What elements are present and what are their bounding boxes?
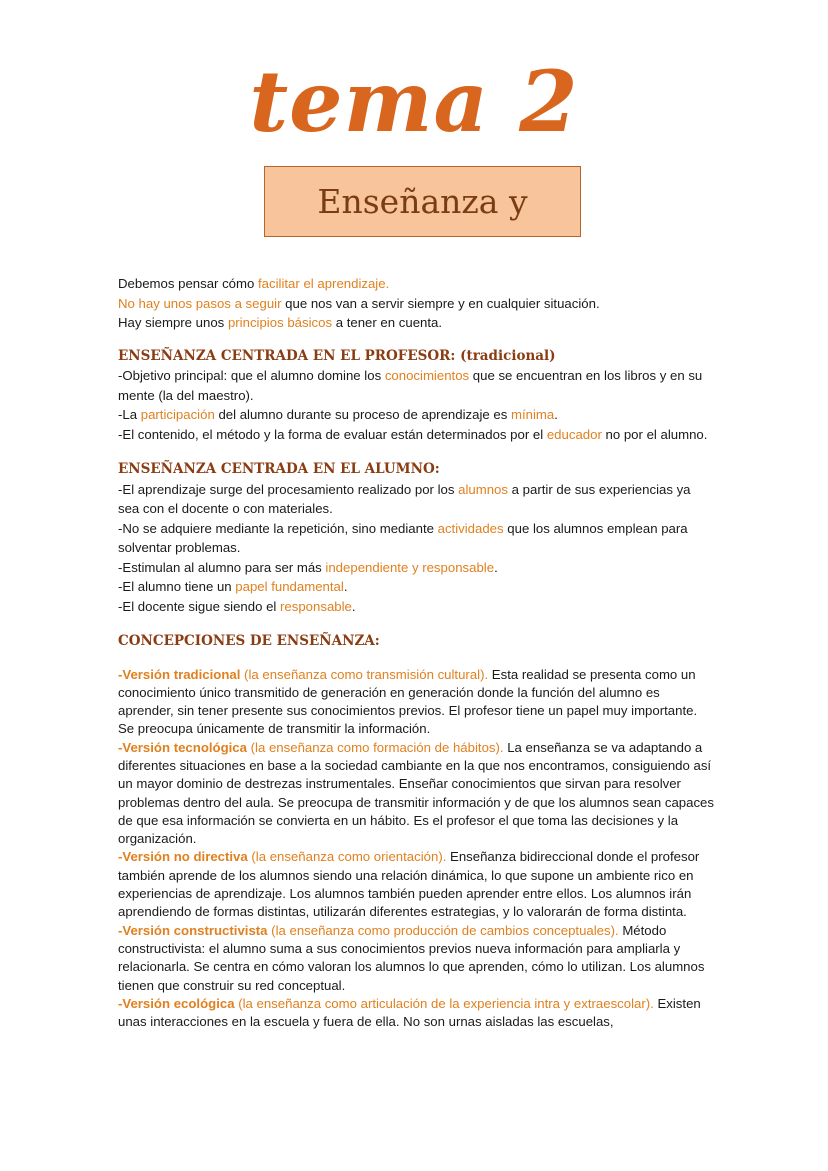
intro-line: [118, 294, 714, 314]
text: Debemos pensar cómo: [118, 276, 259, 291]
highlight: responsable: [280, 598, 352, 614]
text: -El alumno tiene un: [118, 579, 236, 594]
concepcion-desc: (la enseñanza como formación de hábitos).: [246, 739, 504, 755]
text: del alumno durante su proceso de aprendizaje es: [214, 407, 511, 422]
bullet: [118, 577, 714, 597]
concepcion-item: [118, 848, 714, 921]
highlight: actividades: [437, 520, 504, 536]
section-alumno: [118, 460, 714, 616]
concepcion-desc: (la enseñanza como transmisión cultural).: [240, 666, 489, 682]
page-title: tema 2: [249, 52, 579, 151]
highlight: educador: [546, 426, 602, 442]
highlight: alumnos: [458, 481, 508, 497]
highlight: papel fundamental: [235, 579, 344, 594]
text: a tener en cuenta.: [332, 315, 443, 330]
text: a partir de sus experiencias ya sea con el docente o con materiales.: [118, 481, 691, 516]
document-body: [118, 274, 714, 1031]
intro-line: [118, 274, 714, 294]
concepcion-name: -Versión tecnológica: [118, 739, 247, 755]
concepcion-name: -Versión tradicional: [118, 666, 241, 682]
bullet: [118, 480, 714, 519]
concepcion-text: Enseñanza bidireccional donde el profesor también aprende de los alumnos siendo una relación dinámica, lo que supone un ambiente rico en experiencias de aprendizaje. Los alumnos también pueden aprender entre ellos. Los alumnos irán aprendiendo de formas distintas, utilizarán diferentes estrategias, y lo valorarán de forma distinta.: [118, 849, 700, 920]
concepcion-desc: (la enseñanza como orientación).: [247, 849, 447, 865]
subtitle-box: [264, 166, 581, 237]
text: Hay siempre unos: [118, 315, 228, 330]
concepcion-text: La enseñanza se va adaptando a diferentes situaciones en base a la sociedad cambiante en la que nos encontramos, consiguiendo así un mayor dominio de destrezas instrumentales. Enseñar conocimientos que sirvan para resolver problemas dentro del aula. Se preocupa de transmitir información y de que los alumnos sean capaces de que esa información se convierta en un hábito. Es el profesor el que toma las decisiones y la organización.: [118, 739, 714, 847]
text: -No se adquiere mediante la repetición, sino mediante: [118, 520, 438, 536]
highlight: principios básicos: [227, 315, 333, 330]
concepcion-name: -Versión no directiva: [118, 849, 248, 865]
text: que se encuentran en los libros y en su mente (la del maestro).: [118, 368, 703, 403]
text: no por el alumno.: [601, 426, 708, 442]
concepcion-text: Método constructivista: el alumno suma a sus conocimientos previos nueva información para ampliarla y relacionarla. Se centra en cómo valoran los alumnos lo que aprenden, cómo lo utilizan. Los alumnos tienen que construir su red conceptual.: [118, 922, 705, 993]
concepcion-text: Esta realidad se presenta como un conocimiento único transmitido de generación en generación donde la función del alumno es aprender, sin tener presente sus conocimientos previos. El profesor tiene un papel muy importante. Se preocupa únicamente de transmitir la información.: [118, 666, 698, 737]
text: -El docente sigue siendo el: [118, 598, 281, 614]
text: .: [351, 598, 356, 614]
text: -Objetivo principal: que el alumno domine los: [118, 368, 385, 383]
concepcion-item: [118, 922, 714, 995]
concepcion-item: [118, 739, 714, 849]
highlight: participación: [140, 407, 215, 422]
section-concepciones: [118, 632, 714, 1031]
text: -El contenido, el método y la forma de evaluar están determinados por el: [118, 426, 547, 442]
highlight: conocimientos: [384, 368, 470, 383]
bullet: [118, 405, 714, 425]
concepcion-item: [118, 995, 714, 1032]
concepcion-desc: (la enseñanza como producción de cambios conceptuales).: [267, 922, 619, 938]
text: .: [554, 407, 558, 422]
text: -La: [118, 407, 141, 422]
concepcion-desc: (la enseñanza como articulación de la experiencia intra y extraescolar).: [234, 995, 654, 1011]
bullet: [118, 597, 714, 617]
bullet: [118, 519, 714, 558]
text: .: [494, 559, 498, 575]
concepciones-list: [118, 666, 714, 1032]
concepcion-name: -Versión constructivista: [118, 922, 268, 938]
bullet: [118, 558, 714, 578]
section-heading: ENSEÑANZA CENTRADA EN EL ALUMNO:: [118, 461, 440, 477]
intro-paragraph: [118, 274, 714, 333]
concepcion-name: -Versión ecológica: [118, 995, 235, 1011]
text: .: [343, 579, 348, 594]
concepcion-text: Existen unas interacciones en la escuela y fuera de ella. No son urnas aisladas las escuelas,: [118, 995, 701, 1030]
text: que los alumnos emplean para solventar problemas.: [118, 520, 688, 555]
highlight: mínima: [510, 407, 555, 422]
highlight: facilitar el aprendizaje.: [258, 276, 390, 291]
highlight: independiente y responsable: [325, 559, 495, 575]
text: -Estimulan al alumno para ser más: [118, 559, 326, 575]
subtitle: Enseñanza y: [317, 182, 528, 221]
text: -El aprendizaje surge del procesamiento realizado por los: [118, 481, 459, 497]
section-heading: ENSEÑANZA CENTRADA EN EL PROFESOR: (tradicional): [118, 347, 556, 364]
concepcion-item: [118, 666, 714, 739]
highlight: No hay unos pasos a seguir: [118, 295, 282, 311]
intro-line: [118, 313, 714, 333]
text: que nos van a servir siempre y en cualquier situación.: [281, 295, 600, 311]
bullet: [118, 425, 714, 445]
bullet: [118, 366, 714, 405]
section-profesor: [118, 347, 714, 445]
section-heading: CONCEPCIONES DE ENSEÑANZA:: [118, 633, 380, 649]
